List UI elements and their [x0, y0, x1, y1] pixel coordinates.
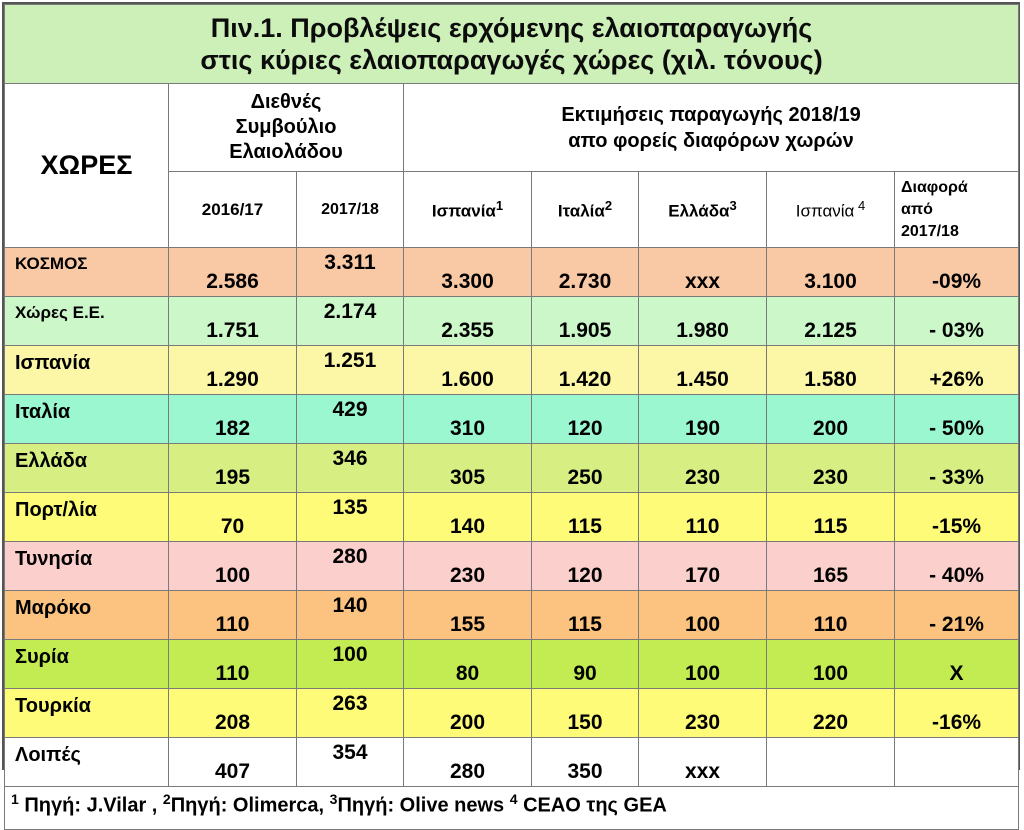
value-greece: 170: [639, 542, 767, 591]
value-italy: 150: [532, 689, 639, 738]
value-2017-18: 354: [297, 738, 404, 787]
value-difference: +26%: [895, 346, 1019, 395]
country-name: Τυνησία: [5, 542, 169, 591]
country-name: Πορτ/λία: [5, 493, 169, 542]
value-2016-17: 2.586: [169, 248, 297, 297]
value-greece: xxx: [639, 248, 767, 297]
value-2016-17: 1.290: [169, 346, 297, 395]
value-spain-4: 110: [767, 591, 895, 640]
value-italy: 2.730: [532, 248, 639, 297]
table-row: [5, 689, 1019, 738]
country-name: ΚΟΣΜΟΣ: [5, 248, 169, 297]
value-greece: 100: [639, 591, 767, 640]
value-difference: -16%: [895, 689, 1019, 738]
header-source-greece: [639, 172, 767, 248]
value-spain-4: 2.125: [767, 297, 895, 346]
value-italy: 120: [532, 395, 639, 444]
value-italy: 1.905: [532, 297, 639, 346]
value-spain-4: 220: [767, 689, 895, 738]
footnote-sup-3: 3: [329, 791, 338, 807]
value-greece: 1.980: [639, 297, 767, 346]
value-spain-4: 115: [767, 493, 895, 542]
value-difference: - 33%: [895, 444, 1019, 493]
value-2016-17: 208: [169, 689, 297, 738]
value-difference: - 03%: [895, 297, 1019, 346]
table-row: [5, 738, 1019, 787]
value-spain-1: 1.600: [404, 346, 532, 395]
value-spain-1: 305: [404, 444, 532, 493]
value-2016-17: 407: [169, 738, 297, 787]
table-row: [5, 591, 1019, 640]
footnote-sup-4: 4: [509, 791, 518, 807]
value-2017-18: 135: [297, 493, 404, 542]
value-spain-4: [767, 738, 895, 787]
value-spain-4: 3.100: [767, 248, 895, 297]
olive-production-table: [4, 4, 1019, 830]
country-name: Ιταλία: [5, 395, 169, 444]
table-row: [5, 395, 1019, 444]
value-spain-1: 80: [404, 640, 532, 689]
value-italy: 115: [532, 493, 639, 542]
header-year-2017-18: 2017/18: [297, 172, 404, 248]
header-ioc-line-3: Ελαιολάδου: [229, 141, 343, 163]
value-2016-17: 1.751: [169, 297, 297, 346]
header-source-spain-4-sup: 4: [854, 197, 866, 213]
value-spain-1: 155: [404, 591, 532, 640]
header-source-italy: [532, 172, 639, 248]
value-2017-18: 346: [297, 444, 404, 493]
value-difference: -15%: [895, 493, 1019, 542]
header-source-spain-1-sup: 1: [495, 197, 504, 213]
value-greece: 1.450: [639, 346, 767, 395]
sources-footnote: [5, 787, 1019, 830]
header-source-spain-1: [404, 172, 532, 248]
value-italy: 120: [532, 542, 639, 591]
value-greece: xxx: [639, 738, 767, 787]
header-source-spain-4-label: Ισπανία: [795, 201, 855, 221]
title-line-2: στις κύριες ελαιοπαραγωγές χώρες (χιλ. τόνους): [200, 45, 823, 75]
footnote-sup-1: 1: [11, 791, 19, 807]
table-row: [5, 542, 1019, 591]
value-difference: X: [895, 640, 1019, 689]
header-countries: ΧΩΡΕΣ: [5, 84, 169, 248]
value-difference: [895, 738, 1019, 787]
title-line-1: Πιν.1. Προβλέψεις ερχόμενης ελαιοπαραγωγής: [210, 13, 813, 43]
value-2016-17: 182: [169, 395, 297, 444]
value-spain-4: 165: [767, 542, 895, 591]
value-difference: - 21%: [895, 591, 1019, 640]
footnote-text-3: Πηγή: Olive news: [337, 794, 510, 817]
country-name: Τουρκία: [5, 689, 169, 738]
value-spain-1: 280: [404, 738, 532, 787]
table-title: [5, 5, 1019, 84]
value-italy: 115: [532, 591, 639, 640]
header-source-spain-4: [767, 172, 895, 248]
footnote-text-2: Πηγή: Olimerca,: [170, 794, 330, 817]
value-2017-18: 263: [297, 689, 404, 738]
value-italy: 250: [532, 444, 639, 493]
header-estimates: [404, 84, 1019, 172]
value-spain-1: 310: [404, 395, 532, 444]
olive-production-table-frame: [2, 2, 1020, 817]
header-difference-line-3: 2017/18: [901, 222, 959, 240]
value-spain-1: 230: [404, 542, 532, 591]
country-name: Συρία: [5, 640, 169, 689]
value-2017-18: 1.251: [297, 346, 404, 395]
value-greece: 110: [639, 493, 767, 542]
value-2016-17: 110: [169, 591, 297, 640]
value-2016-17: 70: [169, 493, 297, 542]
value-2017-18: 429: [297, 395, 404, 444]
table-row: [5, 493, 1019, 542]
value-italy: 90: [532, 640, 639, 689]
country-name: Μαρόκο: [5, 591, 169, 640]
footnote-sup-2: 2: [162, 791, 171, 807]
header-source-italy-label: Ιταλία: [557, 201, 605, 221]
table-row: [5, 248, 1019, 297]
header-source-greece-sup: 3: [729, 197, 737, 213]
value-italy: 350: [532, 738, 639, 787]
value-spain-4: 1.580: [767, 346, 895, 395]
country-name: Χώρες Ε.Ε.: [5, 297, 169, 346]
value-2016-17: 110: [169, 640, 297, 689]
table-row: [5, 346, 1019, 395]
value-greece: 100: [639, 640, 767, 689]
value-greece: 230: [639, 689, 767, 738]
header-year-2016-17: 2016/17: [169, 172, 297, 248]
value-2016-17: 100: [169, 542, 297, 591]
header-ioc-line-2: Συμβούλιο: [235, 116, 337, 138]
header-difference-line-2: από: [901, 200, 933, 218]
header-estimates-line-1: Εκτιμήσεις παραγωγής 2018/19: [561, 103, 861, 126]
table-row: [5, 640, 1019, 689]
value-spain-1: 2.355: [404, 297, 532, 346]
header-ioc: [169, 84, 404, 172]
value-spain-4: 200: [767, 395, 895, 444]
header-estimates-line-2: απο φορείς διαφόρων χωρών: [568, 129, 854, 152]
header-ioc-line-1: Διεθνές: [250, 91, 322, 113]
value-greece: 190: [639, 395, 767, 444]
value-2017-18: 3.311: [297, 248, 404, 297]
footnote-text-4: CEAO της GEA: [517, 794, 667, 817]
country-name: Ελλάδα: [5, 444, 169, 493]
header-source-italy-sup: 2: [604, 197, 613, 213]
country-name: Ισπανία: [5, 346, 169, 395]
header-source-spain-1-label: Ισπανία: [431, 201, 496, 221]
value-spain-1: 140: [404, 493, 532, 542]
value-difference: -09%: [895, 248, 1019, 297]
header-source-greece-label: Ελλάδα: [668, 201, 730, 221]
table-row: [5, 297, 1019, 346]
value-spain-1: 3.300: [404, 248, 532, 297]
value-spain-4: 100: [767, 640, 895, 689]
header-difference: [895, 172, 1019, 248]
country-name: Λοιπές: [5, 738, 169, 787]
value-difference: - 40%: [895, 542, 1019, 591]
table-row: [5, 444, 1019, 493]
value-italy: 1.420: [532, 346, 639, 395]
value-difference: - 50%: [895, 395, 1019, 444]
value-spain-4: 230: [767, 444, 895, 493]
header-difference-line-1: Διαφορά: [901, 178, 968, 196]
value-spain-1: 200: [404, 689, 532, 738]
value-2017-18: 100: [297, 640, 404, 689]
value-2017-18: 2.174: [297, 297, 404, 346]
value-2017-18: 140: [297, 591, 404, 640]
value-2016-17: 195: [169, 444, 297, 493]
value-greece: 230: [639, 444, 767, 493]
value-2017-18: 280: [297, 542, 404, 591]
footnote-text-1: Πηγή: J.Vilar ,: [18, 794, 163, 817]
